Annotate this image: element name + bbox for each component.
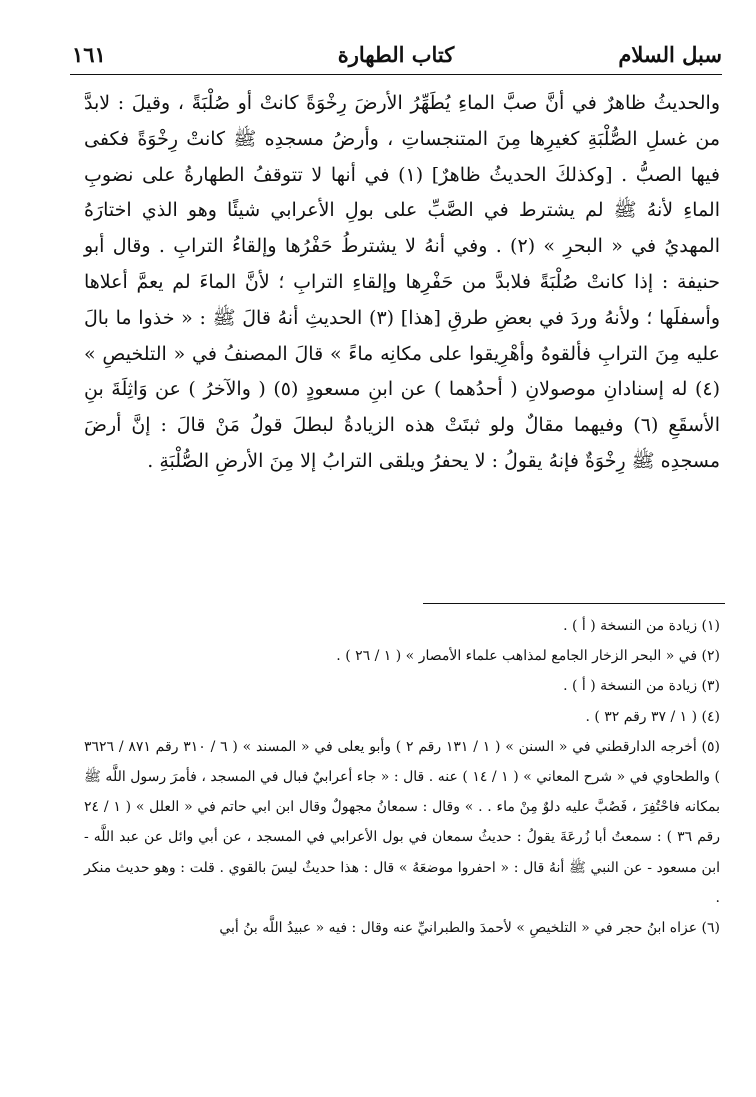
page-header xyxy=(70,30,722,75)
book-title: سبل السلام xyxy=(618,42,722,67)
footnote-4: (٤) ( ١ / ٣٧ رقم ٣٢ ) . xyxy=(585,708,720,725)
footnote-separator xyxy=(423,603,725,604)
footnote-1: (١) زيادة من النسخة ( أ ) . xyxy=(563,618,720,634)
page-number: ١٦١ xyxy=(72,42,106,67)
footnote-3: (٣) زيادة من النسخة ( أ ) . xyxy=(563,678,720,695)
footnote-2: (٢) في « البحر الزخار الجامع لمذاهب علماء الأمصار » ( ١ / ٢٦ ) . xyxy=(336,648,720,665)
footnote-6: (٦) عزاه ابنُ حجر في « التلخيصِ » لأحمدَ والطبرانيِّ عنه وقال : فيه « عبيدُ اللَّه بنُ أبي xyxy=(219,920,720,937)
footnotes xyxy=(84,611,720,943)
chapter-title: كتاب الطهارة xyxy=(337,42,455,67)
main-text xyxy=(84,86,720,480)
body-paragraph: والحديثُ ظاهرٌ في أنَّ صبَّ الماءِ يُطَهِّرُ الأرضَ رِخْوَةً كانتْ أو صُلْبَةً ، وقيلَ : لابدَّ من غسلِ الصُّلْبَةِ كغيرِها مِنَ المتنجساتِ ، وأرضُ مسجدِه ﷺ كانتْ رِخْوَةً فكفى فيها الصبُّ . [وكذلكَ الحديثُ ظاهرٌ] (١) في أنها لا تتوقفُ الطهارةُ على نضوبِ الماءِ لأنهُ ﷺ لم يشترط في الصَّبِّ على بولِ الأعرابي شيئًا وهو الذي اختارَهُ المهديُ في « البحرِ » (٢) . وفي أنهُ لا يشترطُ حَفْرُها وإلقاءُ الترابِ . وقال أبو حنيفة : إذا كانتْ صُلْبَةً فلابدَّ من حَفْرِها وإلقاءِ الترابِ ؛ لأنَّ الماءَ لم يعمَّ أعلاها وأسفلَها ؛ ولأنهُ وردَ في بعضِ طرقِ [هذا] (٣) الحديثِ أنهُ قالَ ﷺ : « خذوا ما بالَ عليه مِنَ الترابِ فألقوهُ وأهْرِيقوا على مكانِه ماءً » قالَ المصنفُ في « التلخيصِ » (٤) له إسنادانِ موصولانِ ( أحدُهما ) عن ابنِ مسعودٍ (٥) ( والآخرُ ) عن وَاثِلَةَ بنِ الأسقَعِ (٦) وفيهما مقالٌ ولو ثبتَتْ هذه الزيادةُ لبطلَ قولُ مَنْ قالَ : إنَّ أرضَ مسجدِه ﷺ رِخْوَةٌ فإنهُ يقولُ : لا يحفرُ ويلقى الترابُ إلا مِنَ الأرضِ الصُّلْبَةِ . xyxy=(84,92,721,472)
footnote-5: (٥) أخرجه الدارقطني في « السنن » ( ١ / ١٣١ رقم ٢ ) وأبو يعلى في « المسند » ( ٦ / ٣١٠ رقم ٨٧١ / ٣٦٢٦ ) والطحاوي في « شرح المعاني » ( ١ / ١٤ ) عنه . قال : « جاء أعرابيٌ فبال في المسجد ، فأمرَ رسول اللَّه ﷺ بمكانه فاحْتُفِرَ ، فَصُبَّ عليه دلوٌ مِنْ ماء . . » وقال : سمعانُ مجهولٌ وقال ابن ابي حاتم في « العلل » ( ١ / ٢٤ رقم ٣٦ ) : سمعتُ أبا زُرعَةَ يقولُ : حديثُ سمعان في بول الأعرابي في المسجد ، عن أبي وائل عن عبد اللَّه - ابن مسعود - عن النبي ﷺ أنهُ قال : « احفروا موضعَهُ » قال : هذا حديثٌ ليسَ بالقوي . قلت : وهو حديث منكر . xyxy=(84,738,721,906)
